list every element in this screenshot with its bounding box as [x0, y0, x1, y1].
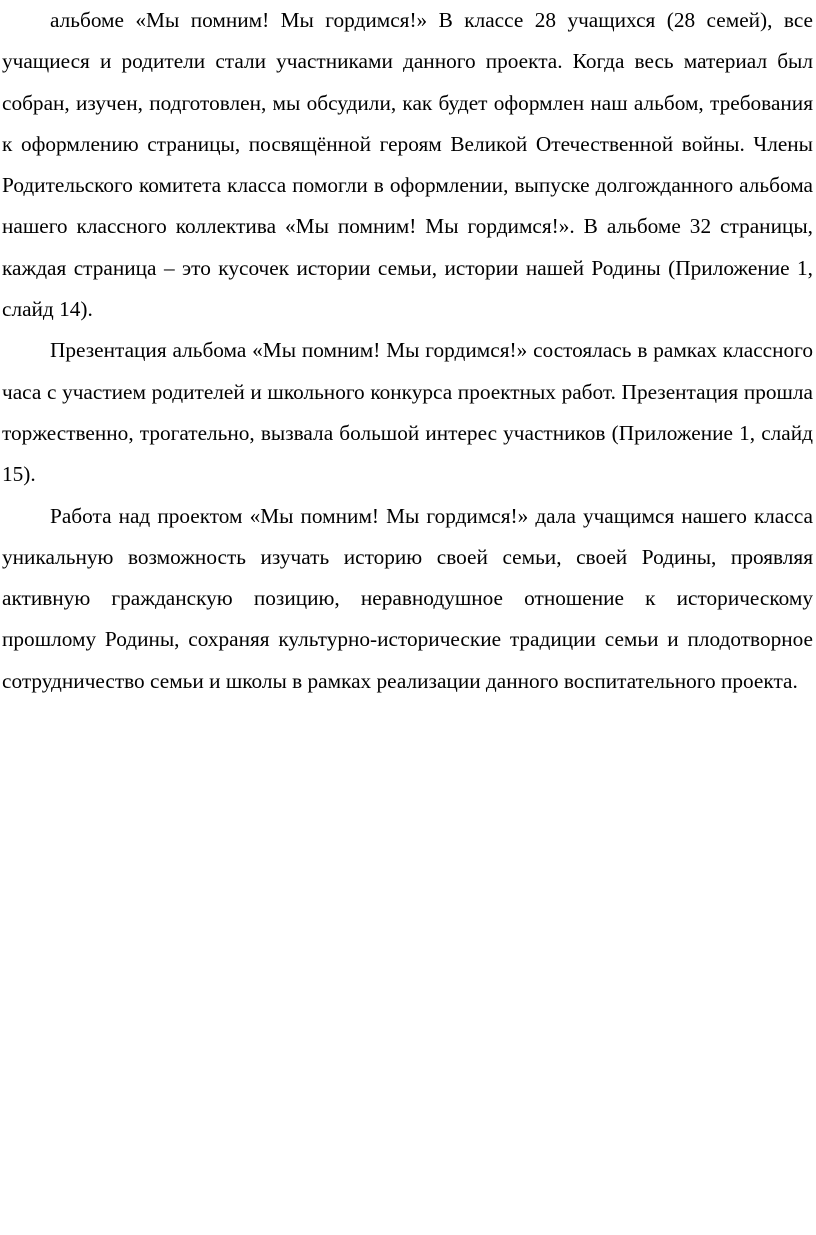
- paragraph-album-presentation: Презентация альбома «Мы помним! Мы гордимся!» состоялась в рамках классного часа с участием родителей и школьного конкурса проектных работ. Презентация прошла торжественно, трогательно, вызвала большой интерес участников (Приложение 1, слайд 15).: [2, 338, 813, 487]
- paragraph-album-description: альбоме «Мы помним! Мы гордимся!» В классе 28 учащихся (28 семей), все учащиеся и родители стали участниками данного проекта. Когда весь материал был собран, изучен, подготовлен, мы обсудили, как будет оформлен наш альбом, требования к оформлению страницы, посвящённой героям Великой Отечественной войны. Члены Родительского комитета класса помогли в оформлении, выпуске долгожданного альбома нашего классного коллектива «Мы помним! Мы гордимся!». В альбоме 32 страницы, каждая страница – это кусочек истории семьи, истории нашей Родины (Приложение 1, слайд 14).: [2, 8, 813, 322]
- document-body: [2, 0, 813, 702]
- paragraph-project-conclusion: Работа над проектом «Мы помним! Мы гордимся!» дала учащимся нашего класса уникальную возможность изучать историю своей семьи, своей Родины, проявляя активную гражданскую позицию, неравнодушное отношение к историческому прошлому Родины, сохраняя культурно-исторические традиции семьи и плодотворное сотрудничество семьи и школы в рамках реализации данного воспитательного проекта.: [2, 503, 813, 693]
